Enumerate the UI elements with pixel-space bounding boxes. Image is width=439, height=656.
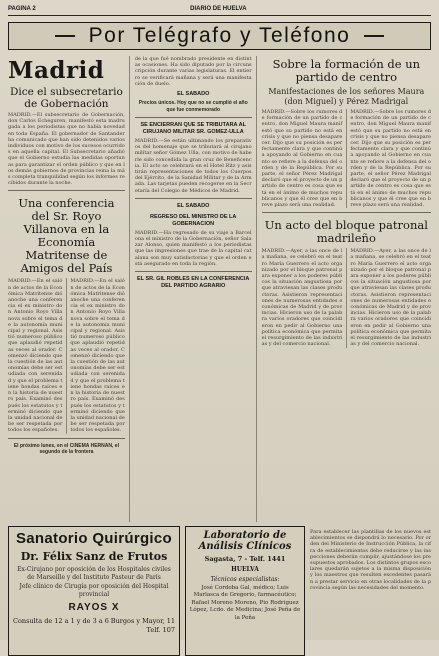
column-2 xyxy=(129,56,252,522)
divider xyxy=(135,117,252,118)
divider xyxy=(135,198,252,199)
page-label: PAGINA 2 xyxy=(8,5,36,12)
doctor-credentials: Ex-Cirujano por oposición de los Hospitales civiles de Marseille y del Instituto Pasteur de París xyxy=(17,566,171,581)
paper-name: DIARIO DE HUELVA xyxy=(190,5,247,12)
article-body: de la que fué nombrado presidente en distintas ocasiones. Ha sido diputado por la circunscripción durante varias legislaturas. El entierro se verificará mañana y será una manifestación de duelo. xyxy=(134,56,252,87)
article-body: MADRID.—En el salón de actos de la Económica Matritense dió anoche una conferencia el ex ministro don Antonio Royo Villanova sobre el tema de la autonomía municipal y regional. Asistió numeroso público que aplaudió repetidas veces al orador. Comenzó diciendo que la cuestión de las autonomías debe ser estudiada con serenidad y que el problema tiene hondas raíces en la historia de nuestro país. Examinó después los estatutos y terminó diciendo que la unidad nacional debe ser respetada por todos los españoles. xyxy=(8,278,64,434)
article-body-continued: MADRID.—En el salón de actos de la Económica Matritense dió anoche una conferencia el ex ministro don Antonio Royo Villanova sobre el tema de la autonomía municipal y regional. Asistió numeroso público que aplaudió repetidas veces al orador. Comenzó diciendo que la cuestión de las autonomías debe ser estudiada con serenidad y que el problema tiene hondas raíces en la historia de nuestro país. Examinó después los estatutos y terminó diciendo que la unidad nacional debe ser respetada por todos los españoles. xyxy=(66,278,124,433)
section-label: EL SABADO xyxy=(177,202,210,209)
article-body: Para establecer las plantillas de los nuevos establecimientos se dispondrá lo necesario. Por orden del Ministerio de Instrucción Pública, la cifra de establecimientos debe reducirse y las inspecciones deberán cumplir, ajustándose los presupuestos aprobados. Los distintos grupos escolares quedarán sujetos a la misma disposición y los maestros que resulten excedentes pasarán a prestar servicio en otras localidades de la provincia según las necesidades del momento. xyxy=(310,529,433,591)
sanatorio-ad xyxy=(8,526,180,656)
staff-list: José Cordoba Gal, médico; Luis Marlasca de Gregorio, farmacéutico; Rafael Moreno Moreno, Pio Rodriguez López, Lcdo. de Medicina; José Peña de la Peña xyxy=(189,585,301,621)
two-column-article xyxy=(262,109,431,208)
page-header xyxy=(8,4,431,16)
two-column-article xyxy=(262,248,431,347)
laboratorio-city: HUELVA xyxy=(231,566,259,573)
two-column-article xyxy=(8,278,125,433)
divider xyxy=(135,271,252,272)
staff-label: Técnicos especialistas: xyxy=(210,576,280,583)
article-headline: Sobre la formación de un partido de centro xyxy=(272,57,421,84)
consult-hours: Consulta de 12 a 1 y de 3 a 6 xyxy=(13,617,109,625)
article-deck: Manifestaciones de los señores Maura (don Miguel) y Pérez Madrigal xyxy=(268,87,425,106)
article-headline: Un acto del bloque patronal madrileño xyxy=(264,218,428,246)
doctor-credentials-2: Jefe clínico de Cirugía por oposición del Hospital provincial xyxy=(19,583,169,598)
divider xyxy=(8,190,125,191)
article-body: MADRID.—Ayer, a las once de la mañana, se celebró en el teatro María Guerrero el acto organizado por el bloque patronal para exponer a los poderes públicos la situación angustiosa por que atraviesan las clases productoras. Asistieron representaciones de numerosas entidades económicas de Madrid y de provincias. Hicieron uso de la palabra varios oradores que coincidieron en pedir al Gobierno una política económica que permita el resurgimiento de las industrias y del comercio nacional. xyxy=(261,248,344,348)
section-label: EL SABADO xyxy=(177,91,210,98)
laboratorio-address: Sagasta, 7 - Telf. 1441 xyxy=(204,555,286,563)
advertisements-row xyxy=(8,526,431,656)
banner-right-dash xyxy=(364,35,384,37)
notice-text: Precios únicos. Hoy que no se cumplió el año que fue conmemorado xyxy=(138,100,248,113)
article-headline: Dice el subsecretario de Gobernación xyxy=(9,86,123,110)
article-headline: EL SR. GIL ROBLES EN LA CONFERENCIA DEL PARTIDO AGRARIO xyxy=(137,276,250,290)
doctor-name: Dr. Félix Sanz de Frutos xyxy=(20,550,168,563)
article-body-continued: MADRID.—Sobre los rumores de formación de un partido de centro, don Miguel Maura manifestó que su partido no está en crisis y que no piensa desaparecer. Dijo que su posición es perfectamente clara y que continúa apoyando al Gobierno en cuanto se refiere a la defensa del orden y de la República. Por su parte, el señor Pérez Madrigal declaró que el proyecto de un partido de centro es cosa que está en el ánimo de muchos republicanos y que él cree que en breve plazo será una realidad. xyxy=(346,109,431,208)
article-body: MADRID.—El subsecretario de Gobernación, don Carlos Echeguren, manifestó esta madrugada a los periodistas que no había novedad en toda España. El gobernador de Santander ha comunicado que han sido detenidos varios individuos con motivo de los sucesos ocurridos en aquella capital. El Subsecretario añadió que el Gobierno estudia las medidas oportunas para garantizar el orden público y que en los demás gobiernos de provincias reina la más completa tranquilidad según los informes recibidos durante la noche. xyxy=(8,112,127,187)
sanatorio-title: Sanatorio Quirúrgico xyxy=(15,530,172,547)
divider xyxy=(262,212,431,213)
article-body: MADRID.—Ha regresado de su viaje a Barcelona el ministro de la Gobernación, señor Salazar Alonso, quien manifestó a los periodistas que las impresiones que trae de la capital catalana son muy satisfactorias y que el orden está asegurado en toda la región. xyxy=(134,229,254,267)
laboratorio-title: Laboratorio de Análisis Clínicos xyxy=(198,530,292,552)
article-headline: Una conferencia del Sr. Royo Villanova en la Economía Matritense de Amigos del País xyxy=(18,196,115,276)
news-continuation xyxy=(310,526,431,656)
sanatorio-phone-row xyxy=(13,626,175,634)
sanatorio-address: Burgos y Mayor, 11 xyxy=(110,617,175,625)
sanatorio-phone: Telf. 107 xyxy=(146,626,175,634)
madrid-heading: Madrid xyxy=(8,57,105,84)
article-body: MADRID.—Se están ultimando los preparativos del homenaje que se tributará al cirujano militar señor Gómez Ulla, con motivo de haberle sido concedida la gran cruz de Beneficencia. El acto se celebrará en el Hotel Ritz y asistirán representaciones de todos los Cuerpos del Ejército, de la Sanidad Militar y de la Armada. Las tarjetas pueden recogerse en la Secretaría del Colegio de Médicos de Madrid. xyxy=(134,138,254,194)
cinema-notice: El próximo lunes, en el CINEMA HERNAN, el segundo de la frontera xyxy=(13,442,119,456)
article-headline: SE ENCIERRAN QUE SE TRIBUTARA AL CIRUJANO MILITAR SR. GOMEZ-ULLA xyxy=(140,122,246,136)
rays-label: RAYOS X xyxy=(68,602,120,613)
column-3 xyxy=(256,56,431,522)
news-columns xyxy=(8,56,431,522)
article-body: MADRID.—Sobre los rumores de formación de un partido de centro, don Miguel Maura manifestó que su partido no está en crisis y que no piensa desaparecer. Dijo que su posición es perfectamente clara y que continúa apoyando al Gobierno en cuanto se refiere a la defensa del orden y de la República. Por su parte, el señor Pérez Madrigal declaró que el proyecto de un partido de centro es cosa que está en el ánimo de muchos republicanos y que él cree que en breve plazo será una realidad. xyxy=(261,109,344,209)
article-body-continued: MADRID.—Ayer, a las once de la mañana, se celebró en el teatro María Guerrero el acto organizado por el bloque patronal para exponer a los poderes públicos la situación angustiosa por que atraviesan las clases productoras. Asistieron representaciones de numerosas entidades económicas de Madrid y de provincias. Hicieron uso de la palabra varios oradores que coincidieron en pedir al Gobierno una política económica que permita el resurgimiento de las industrias y del comercio nacional. xyxy=(346,248,431,347)
article-headline: REGRESO DEL MINISTRO DE LA GOBERNACION xyxy=(150,213,237,227)
laboratorio-ad xyxy=(185,526,305,656)
column-1 xyxy=(8,56,125,522)
banner-title: Por Telégrafo y Teléfono xyxy=(88,24,351,47)
divider xyxy=(8,438,125,439)
section-banner xyxy=(8,22,431,50)
banner-left-dash xyxy=(55,35,75,37)
sanatorio-footer xyxy=(13,617,175,625)
